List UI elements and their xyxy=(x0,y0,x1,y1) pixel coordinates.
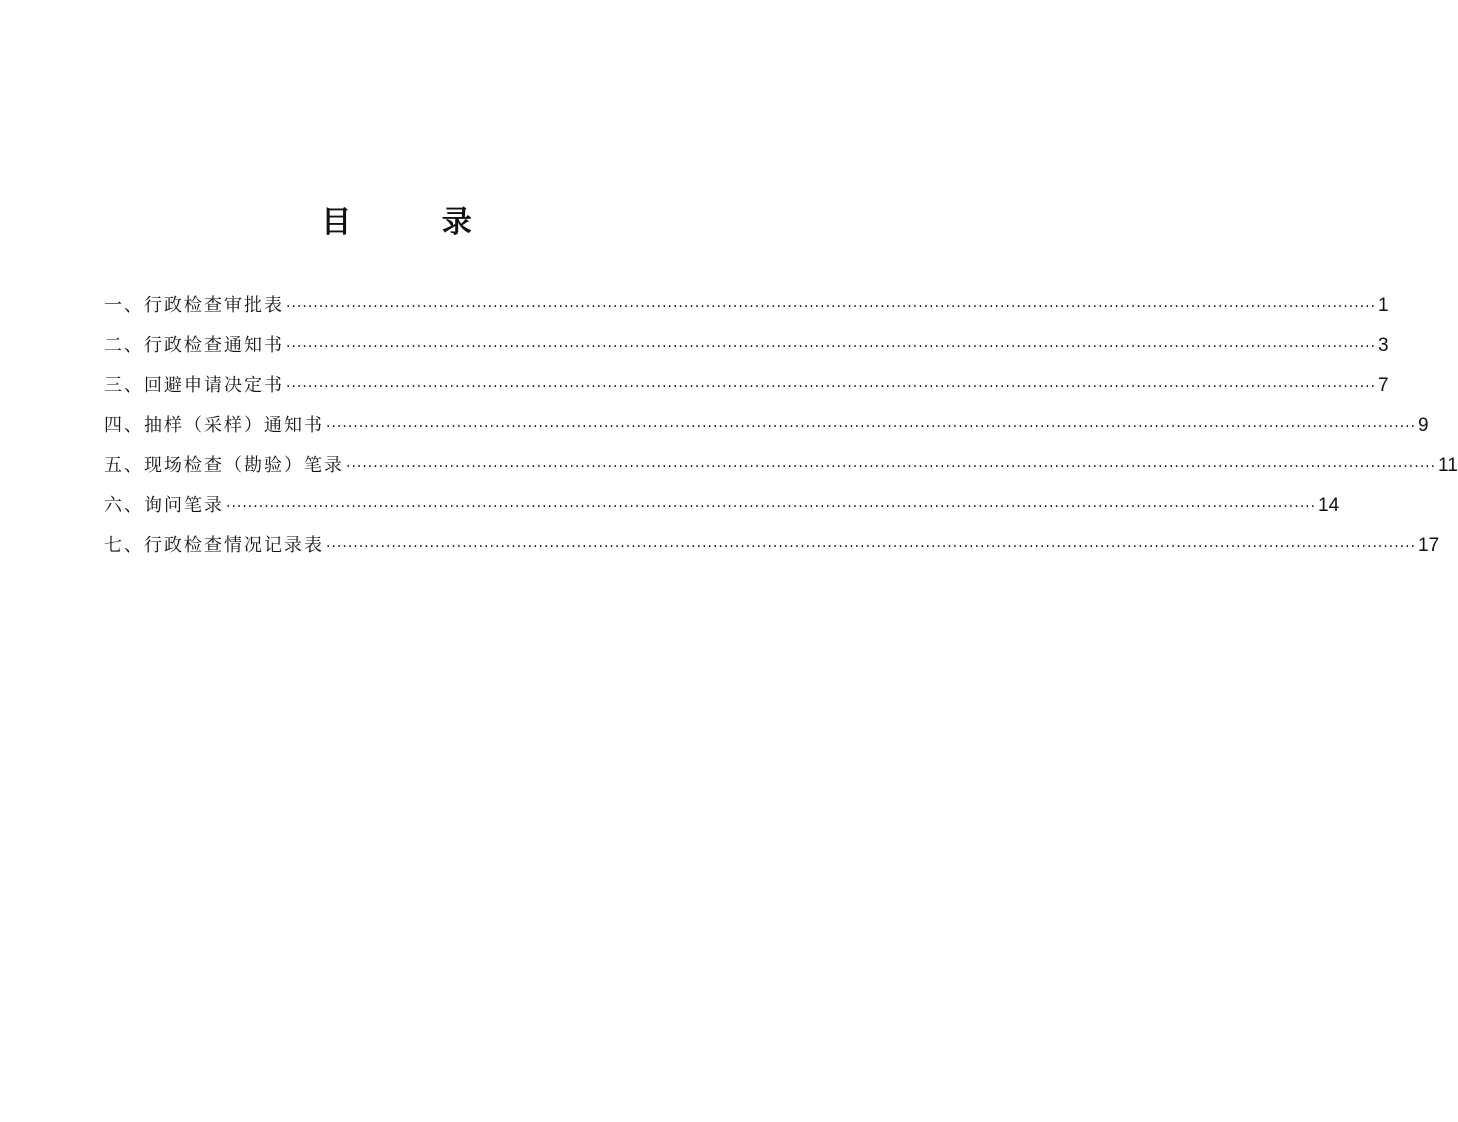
toc-dot-leader: ········································································································································································································ xyxy=(286,299,1377,315)
toc-page-number: 17 xyxy=(1418,535,1440,556)
toc-dot-leader: ········································································································································································································ xyxy=(286,339,1377,355)
table-of-contents xyxy=(104,290,1458,570)
toc-page-number: 9 xyxy=(1418,415,1429,436)
toc-dot-leader: ········································································································································································································ xyxy=(226,499,1317,515)
toc-page-number: 14 xyxy=(1318,495,1340,516)
toc-page-number: 1 xyxy=(1378,295,1389,316)
toc-dot-leader: ········································································································································································································ xyxy=(326,539,1417,555)
toc-entry-5[interactable] xyxy=(104,450,1458,490)
toc-entry-label: 七、行政检查情况记录表 xyxy=(104,535,324,556)
toc-entry-label: 四、抽样（采样）通知书 xyxy=(104,415,324,436)
toc-entry-label: 五、现场检查（勘验）笔录 xyxy=(104,455,344,476)
toc-entry-label: 六、询问笔录 xyxy=(104,495,224,516)
toc-entry-label: 二、行政检查通知书 xyxy=(104,335,284,356)
page-title: 目 录 xyxy=(321,205,512,240)
toc-entry-3[interactable] xyxy=(104,370,1389,410)
toc-entry-label: 三、回避申请决定书 xyxy=(104,375,284,396)
toc-dot-leader: ········································································································································································································ xyxy=(326,419,1417,435)
toc-entry-1[interactable] xyxy=(104,290,1389,330)
toc-entry-label: 一、行政检查审批表 xyxy=(104,295,284,316)
toc-entry-7[interactable] xyxy=(104,530,1440,570)
toc-entry-4[interactable] xyxy=(104,410,1429,450)
toc-dot-leader: ········································································································································································································ xyxy=(286,379,1377,395)
toc-page-number: 11 xyxy=(1438,455,1458,476)
toc-page-number: 3 xyxy=(1378,335,1389,356)
toc-page-number: 7 xyxy=(1378,375,1389,396)
toc-dot-leader: ········································································································································································································ xyxy=(346,459,1437,475)
toc-entry-2[interactable] xyxy=(104,330,1389,370)
toc-entry-6[interactable] xyxy=(104,490,1340,530)
